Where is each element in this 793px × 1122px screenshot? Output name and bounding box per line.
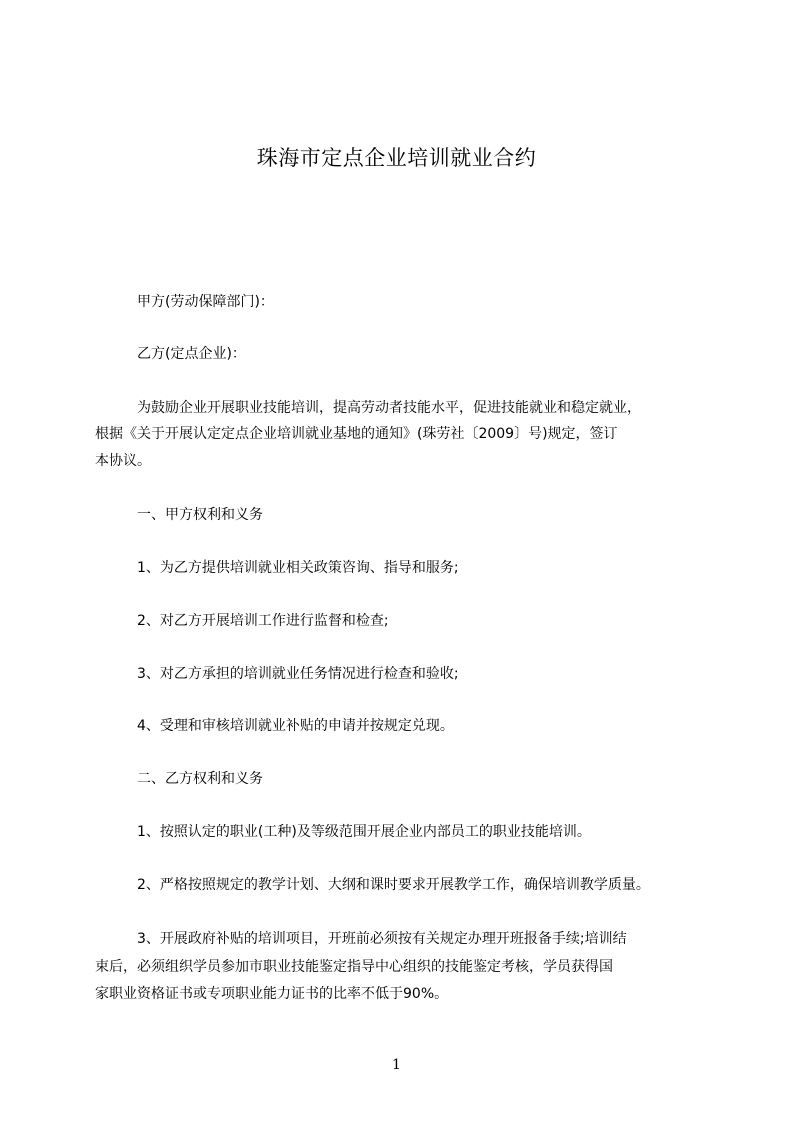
section-2-item-1: 1、按照认定的职业(工种)及等级范围开展企业内部员工的职业技能培训。 xyxy=(137,824,591,840)
party-a-line: 甲方(劳动保障部门)： xyxy=(137,294,274,310)
party-b-line: 乙方(定点企业)： xyxy=(137,346,246,362)
section-2-heading: 二、乙方权利和义务 xyxy=(137,771,263,787)
section-2-item-3-line-3: 家职业资格证书或专项职业能力证书的比率不低于90%。 xyxy=(95,986,449,1002)
section-2-item-3-line-1: 3、开展政府补贴的培训项目，开班前必须按有关规定办理开班报备手续;培训结 xyxy=(137,931,627,947)
section-1-heading: 一、甲方权利和义务 xyxy=(137,507,263,523)
preamble-line-1: 为鼓励企业开展职业技能培训，提高劳动者技能水平，促进技能就业和稳定就业， xyxy=(137,400,641,416)
section-2-item-2: 2、严格按照规定的教学计划、大纲和课时要求开展教学工作，确保培训教学质量。 xyxy=(137,877,650,893)
page-number: 1 xyxy=(392,1057,401,1073)
section-1-item-1: 1、为乙方提供培训就业相关政策咨询、指导和服务; xyxy=(137,560,459,576)
section-1-item-3: 3、对乙方承担的培训就业任务情况进行检查和验收; xyxy=(137,666,459,682)
section-2-item-3-line-2: 束后，必须组织学员参加市职业技能鉴定指导中心组织的技能鉴定考核，学员获得国 xyxy=(95,959,613,975)
preamble-line-2: 根据《关于开展认定定点企业培训就业基地的通知》(珠劳社〔2009〕号)规定，签订 xyxy=(95,426,618,442)
section-1-item-4: 4、受理和审核培训就业补贴的申请并按规定兑现。 xyxy=(137,718,454,734)
preamble-line-3: 本协议。 xyxy=(95,453,151,469)
section-1-item-2: 2、对乙方开展培训工作进行监督和检查; xyxy=(137,613,389,629)
document-title: 珠海市定点企业培训就业合约 xyxy=(256,146,537,170)
